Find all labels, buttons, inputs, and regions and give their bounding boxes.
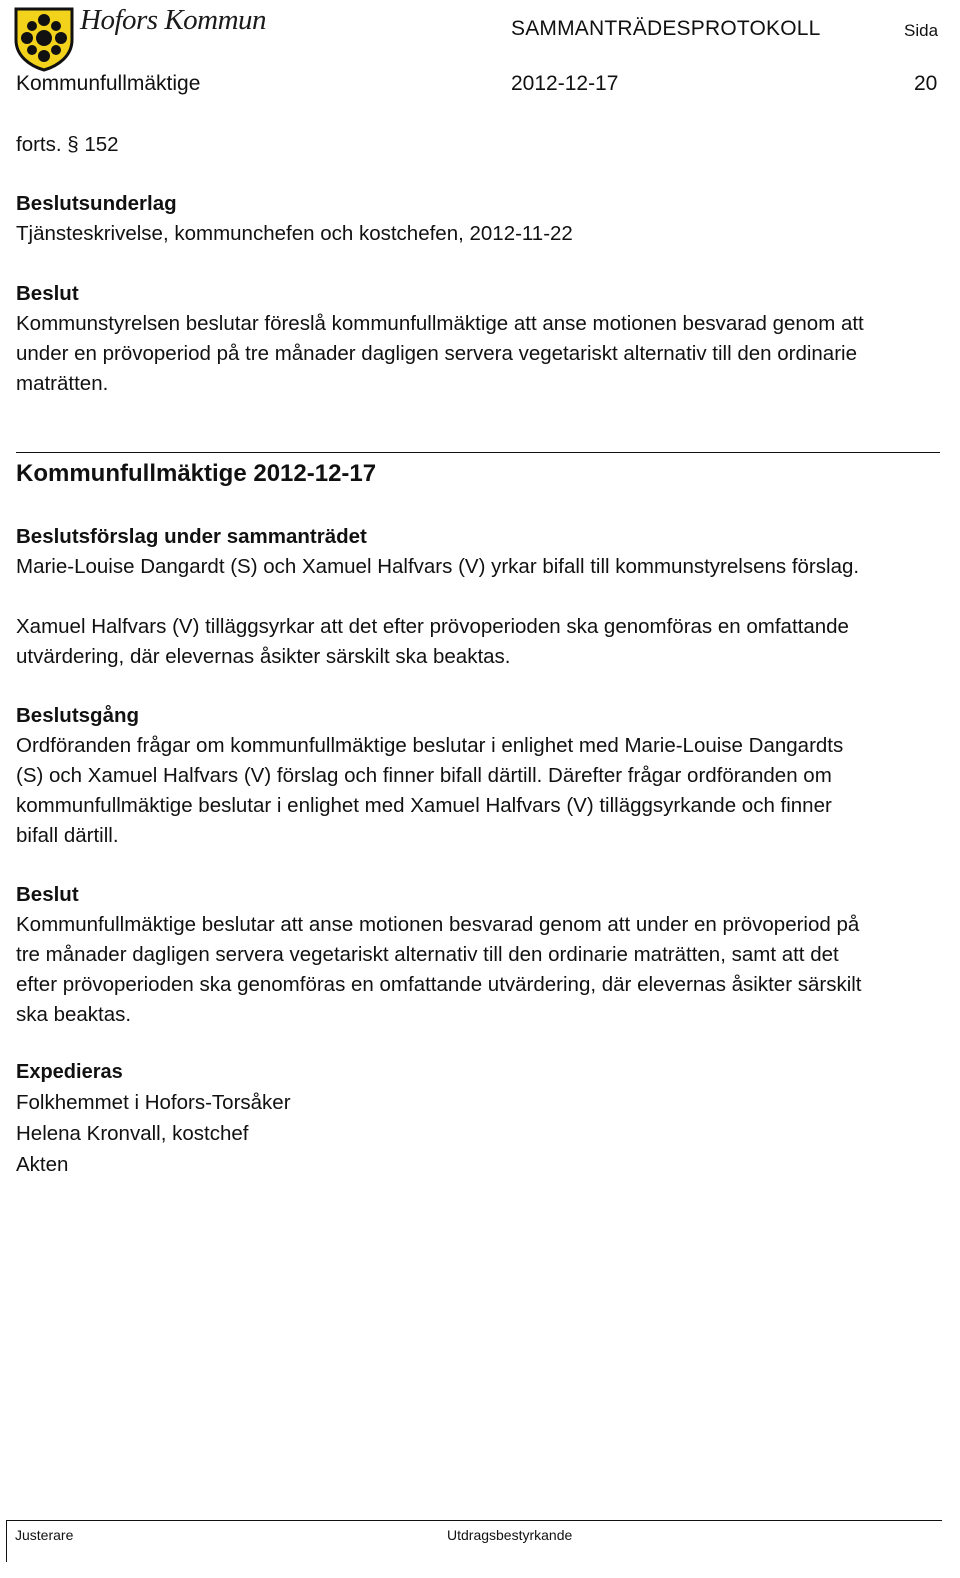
expedieras-section [16, 1057, 956, 1180]
document-type: SAMMANTRÄDESPROTOKOLL [511, 17, 821, 40]
beslut-kf-line: ska beaktas. [16, 1003, 132, 1026]
tillaggsyrkande-line: utvärdering, där elevernas åsikter särskilt ska beaktas. [16, 645, 511, 668]
meeting-date: 2012-12-17 [511, 72, 619, 95]
utdragsbestyrkande-label: Utdragsbestyrkande [447, 1527, 573, 1543]
beslut-ks-heading: Beslut [16, 282, 79, 305]
expedieras-heading: Expedieras [16, 1061, 123, 1083]
justerare-label: Justerare [15, 1527, 74, 1543]
beslutsforslag-text: Marie-Louise Dangardt (S) och Xamuel Halfvars (V) yrkar bifall till kommunstyrelsens förslag. [16, 555, 860, 578]
hofors-coat-of-arms-icon [12, 6, 76, 72]
beslut-kf-heading: Beslut [16, 883, 79, 906]
beslutsforslag-heading: Beslutsförslag under sammanträdet [16, 525, 367, 548]
tillaggsyrkande-paragraph [16, 612, 956, 672]
meeting-body: Kommunfullmäktige [16, 72, 201, 95]
section-heading: Kommunfullmäktige 2012-12-17 [16, 460, 377, 487]
footer-left-border [6, 1520, 7, 1562]
expedieras-item: Helena Kronvall, kostchef [16, 1122, 249, 1145]
beslut-ks-line: under en prövoperiod på tre månader dagligen servera vegetariskt alternativ till den ordinarie [16, 342, 857, 365]
page-number: 20 [914, 72, 938, 95]
expedieras-item: Folkhemmet i Hofors-Torsåker [16, 1091, 291, 1114]
beslutsunderlag-text: Tjänsteskrivelse, kommunchefen och kostchefen, 2012-11-22 [16, 222, 573, 245]
beslut-kf-line: tre månader dagligen servera vegetariskt alternativ till den ordinarie maträtten, samt att det [16, 943, 839, 966]
beslutsgang-section [16, 701, 956, 851]
beslutsforslag-section [16, 522, 956, 582]
expedieras-item: Akten [16, 1153, 69, 1176]
beslut-kf-section [16, 880, 956, 1030]
beslutsgang-line: bifall därtill. [16, 824, 119, 847]
beslut-kf-line: efter prövoperioden ska genomföras en omfattande utvärdering, där elevernas åsikter särskilt [16, 973, 862, 996]
beslut-ks-section [16, 279, 956, 399]
beslutsgang-line: (S) och Xamuel Halfvars (V) förslag och finner bifall därtill. Därefter frågar ordföranden om [16, 764, 832, 787]
section-divider [16, 452, 940, 453]
beslutsunderlag-section [16, 189, 956, 249]
org-name: Hofors Kommun [80, 4, 267, 36]
page-label: Sida [904, 21, 939, 40]
beslutsgang-heading: Beslutsgång [16, 704, 140, 727]
continuation-line: forts. § 152 [16, 133, 119, 156]
beslut-kf-line: Kommunfullmäktige beslutar att anse motionen besvarad genom att under en prövoperiod på [16, 913, 860, 936]
beslut-ks-line: maträtten. [16, 372, 109, 395]
beslutsgang-line: kommunfullmäktige beslutar i enlighet med Xamuel Halfvars (V) tilläggsyrkande och finner [16, 794, 832, 817]
footer-divider [6, 1520, 942, 1521]
beslutsunderlag-heading: Beslutsunderlag [16, 192, 177, 215]
tillaggsyrkande-line: Xamuel Halfvars (V) tilläggsyrkar att det efter prövoperioden ska genomföras en omfattande [16, 615, 849, 638]
beslut-ks-line: Kommunstyrelsen beslutar föreslå kommunfullmäktige att anse motionen besvarad genom att [16, 312, 864, 335]
beslutsgang-line: Ordföranden frågar om kommunfullmäktige beslutar i enlighet med Marie-Louise Dangardts [16, 734, 844, 757]
